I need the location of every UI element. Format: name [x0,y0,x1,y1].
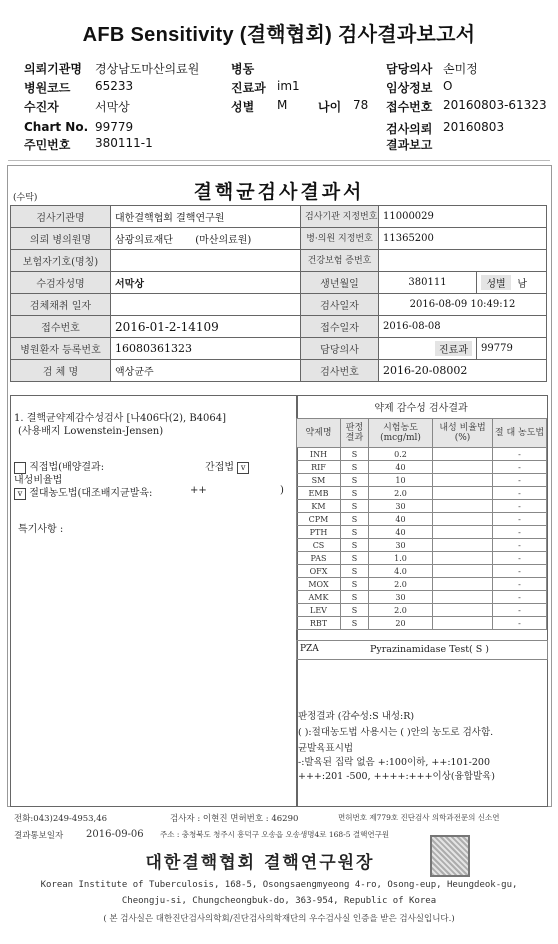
drug-row [297,617,547,630]
header-left-label: 병원코드 [24,81,71,95]
footer-report-date-label: 결과통보일자 [14,831,64,841]
drug-cell: OFX [297,565,341,578]
drug-cell: AMK [297,591,341,604]
legend-line: +++:201 -500, ++++:+++이상(융합발육) [298,771,496,782]
drug-cell [433,604,493,617]
drug-cell: EMB [297,487,341,500]
drug-cell: RBT [297,617,341,630]
cell-value: 액상균주 [111,360,301,382]
legend-line: -:발육된 집락 없음 +:100이하, ++:101-200 [298,757,490,768]
drug-row [297,513,547,526]
remarks-label: 특기사항 : [18,524,64,535]
drug-cell: S [341,617,369,630]
growth-close-paren: ) [280,485,284,496]
footer-cert: 면허번호 제779호 진단검사 의학과전문의 신소연 [338,813,500,822]
drug-cell: S [341,513,369,526]
cell-value: 11000029 [379,206,547,228]
drug-cell: CPM [297,513,341,526]
drug-cell [433,552,493,565]
page-title: AFB Sensitivity (결핵협회) 검사결과보고서 [82,24,476,46]
drug-row [297,461,547,474]
drug-cell: 2.0 [369,487,433,500]
indirect-method [205,458,249,474]
drug-cell: - [493,552,547,565]
drug-cell: PTH [297,526,341,539]
cell-value: 16080361323 [111,338,301,360]
drug-cell: 1.0 [369,552,433,565]
drug-cell [433,591,493,604]
legend-line: ( ):절대농도법 사용시는 ( )안의 농도로 검사함. [298,727,494,738]
footer-phone: 전화:043)249-4953,46 [14,814,108,824]
cell-value: 2016-20-08002 [379,360,547,382]
pza-label: PZA [300,644,319,654]
drug-cell: CS [297,539,341,552]
resist-method-label: 내성비율법 [14,475,63,486]
cell-value [379,338,477,360]
cell-label: 담당의사 [301,338,379,360]
pza-value: Pyrazinamidase Test( S ) [370,644,489,655]
report-corner: (수탁) [13,193,38,203]
drug-cell: - [493,500,547,513]
drug-cell [433,617,493,630]
cell-label: 검사번호 [301,360,379,382]
drug-cell: - [493,487,547,500]
cell-label: 의뢰 병의원명 [11,228,111,250]
drug-cell [433,474,493,487]
ward-label: 병동 [231,62,255,76]
drug-cell: 10 [369,474,433,487]
drug-cell [433,526,493,539]
footer-organization: 대한결핵협회 결핵연구원장 [145,853,375,873]
cell-label: 접수번호 [11,316,111,338]
cell-label: 검 체 명 [11,360,111,382]
patient-info-table [10,205,547,382]
drug-cell: 30 [369,591,433,604]
drug-row [297,604,547,617]
sex-label: 성별 [231,100,255,114]
cell-label: 보험자기호(명칭) [11,250,111,272]
header-cell: 내성 비율법(%) [433,419,493,448]
cell-value [111,250,301,272]
drug-cell [433,448,493,461]
drug-cell: MOX [297,578,341,591]
cell-label: 병·의원 지정번호 [301,228,379,250]
header-left-label: 의뢰기관명 [24,62,82,76]
drug-cell: S [341,448,369,461]
drug-row [297,448,547,461]
drug-row [297,500,547,513]
drug-cell: S [341,591,369,604]
cell-value: 2016-01-2-14109 [111,316,301,338]
drug-cell: - [493,578,547,591]
header-left-label: Chart No. [24,120,89,134]
drug-table [296,418,547,630]
absolute-checkbox[interactable]: v [14,488,26,500]
cell-value: 11365200 [379,228,547,250]
cell-value: 서막상 [111,272,301,294]
report-title: 결핵균검사결과서 [193,181,365,203]
drug-cell: 40 [369,461,433,474]
drug-cell: - [493,565,547,578]
drug-cell: 4.0 [369,565,433,578]
drug-cell [433,565,493,578]
pza-row [296,640,548,660]
footer-address: 주소 : 충청북도 청주시 흥덕구 오송읍 오송생명4로 168-5 결핵연구원 [160,830,390,839]
drug-cell: PAS [297,552,341,565]
drug-cell: S [341,539,369,552]
drug-cell: LEV [297,604,341,617]
header-left-value: 서막상 [95,100,130,114]
cell-value [111,294,301,316]
drug-cell: 20 [369,617,433,630]
cell-value: 2016-08-08 [379,316,547,338]
drug-cell [433,487,493,500]
dept-label: 진료과 [231,81,266,95]
drug-cell: S [341,565,369,578]
left-panel [10,395,298,807]
footer-notice: ( 본 검사실은 대한진단검사의학회/진단검사의학재단의 우수검사실 인증을 받은 검사실입니다.) [103,914,455,924]
hospital-sub: (마산의료원) [195,235,252,246]
drug-cell: S [341,578,369,591]
drug-cell: 2.0 [369,578,433,591]
medium-note: (사용배지 Lowenstein-Jensen) [18,426,164,437]
drug-row [297,578,547,591]
drug-row [297,591,547,604]
header-left-value: 경상남도마산의료원 [95,62,200,76]
drug-cell: 2.0 [369,604,433,617]
drug-cell: RIF [297,461,341,474]
header-cell: 절 대 농도법 [493,419,547,448]
test-title: 1. 결핵균약제감수성검사 [나406다(2), B4064] [14,413,227,424]
drug-cell: 30 [369,500,433,513]
official-seal [430,835,470,877]
drug-cell: 40 [369,526,433,539]
drug-cell: - [493,448,547,461]
drug-cell: - [493,591,547,604]
drug-cell: S [341,526,369,539]
cell-value: 380111 [379,272,477,294]
header-right-value: 20160803 [443,120,505,134]
header-left-label: 주민번호 [24,138,71,152]
drug-cell: S [341,461,369,474]
header-right-value: 손미정 [443,62,478,76]
drug-cell: - [493,474,547,487]
absolute-method [14,484,152,500]
footer-examiner: 검사자 : 이현진 면허번호 : 46290 [170,814,299,824]
direct-method-label: 직접법(배양결과: [29,462,105,473]
cell-value [477,272,547,294]
drug-cell: - [493,526,547,539]
drug-cell: - [493,461,547,474]
drug-row [297,487,547,500]
cell-value: 2016-08-09 10:49:12 [379,294,547,316]
footer-address-en: Korean Institute of Tuberculosis, 168-5, Osongsaengmyeong 4-ro, Osong-eup, Heungdeok-gu, [40,880,518,890]
header-left-value: 99779 [95,120,134,134]
drug-cell: INH [297,448,341,461]
cell-value: 99779 [477,338,547,360]
cell-label: 건강보험 증번호 [301,250,379,272]
indirect-method-label: 간접법 [205,462,234,473]
header-right-label: 결과보고 [386,138,433,152]
dept-cell-label: 진료과 [435,341,472,356]
cell-value [111,228,301,250]
drug-row [297,474,547,487]
sex-cell-label: 성별 [481,275,511,290]
sex-value: M [277,98,288,112]
drug-cell [433,461,493,474]
header-cell: 판정 결과 [341,419,369,448]
dept-value: im1 [277,79,300,93]
cell-label: 검사일자 [301,294,379,316]
header-right-label: 담당의사 [386,62,433,76]
header-right-value: 20160803-61323 [443,98,547,112]
drug-cell: 40 [369,513,433,526]
drug-row [297,552,547,565]
header-divider [8,160,550,161]
growth-value: ++ [190,485,207,496]
header-right-label: 검사의뢰 [386,122,433,136]
drug-table-caption: 약제 감수성 검사결과 [374,403,468,414]
drug-row [297,539,547,552]
drug-cell: S [341,604,369,617]
drug-cell [433,513,493,526]
drug-cell: S [341,552,369,565]
sex-cell-value: 남 [517,279,528,290]
drug-cell [433,539,493,552]
drug-row [297,526,547,539]
header-left-value: 380111-1 [95,136,153,150]
cell-label: 검체채취 일자 [11,294,111,316]
drug-cell: S [341,500,369,513]
absolute-method-label: 절대농도법(대조배지균발육: [29,488,153,499]
drug-cell [433,500,493,513]
cell-label: 검사기관명 [11,206,111,228]
cell-value: 대한결핵협회 결핵연구원 [111,206,301,228]
indirect-checkbox[interactable]: v [237,462,249,474]
drug-cell: 30 [369,539,433,552]
drug-table-header [297,419,547,448]
hospital-name: 삼광의료재단 [115,235,173,246]
header-cell: 시험농도 (mcg/ml) [369,419,433,448]
cell-label: 접수일자 [301,316,379,338]
drug-cell: - [493,604,547,617]
drug-cell: - [493,617,547,630]
footer-report-date: 2016-09-06 [86,829,144,840]
header-right-value: O [443,79,453,93]
drug-cell: - [493,513,547,526]
cell-value [379,250,547,272]
header-cell: 약제명 [297,419,341,448]
age-label: 나이 [318,100,342,114]
header-left-label: 수진자 [24,100,59,114]
cell-label: 병원환자 등록번호 [11,338,111,360]
header-left-value: 65233 [95,79,134,93]
cell-label: 생년월일 [301,272,379,294]
drug-cell: KM [297,500,341,513]
drug-cell [433,578,493,591]
cell-label: 수검자성명 [11,272,111,294]
drug-row [297,565,547,578]
drug-cell: - [493,539,547,552]
header-right-label: 접수번호 [386,100,433,114]
legend-line: 균발육표시법 [298,743,354,754]
cell-label: 검사기관 지정번호 [301,206,379,228]
header-right-label: 임상정보 [386,81,433,95]
drug-cell: SM [297,474,341,487]
drug-cell: S [341,474,369,487]
drug-cell: 0.2 [369,448,433,461]
footer-address-en: Cheongju-si, Chungcheongbuk-do, 363-954, Republic of Korea [121,896,437,906]
legend-line: 판정결과 (감수성:S 내성:R) [298,711,415,722]
drug-cell: S [341,487,369,500]
age-value: 78 [353,98,369,112]
